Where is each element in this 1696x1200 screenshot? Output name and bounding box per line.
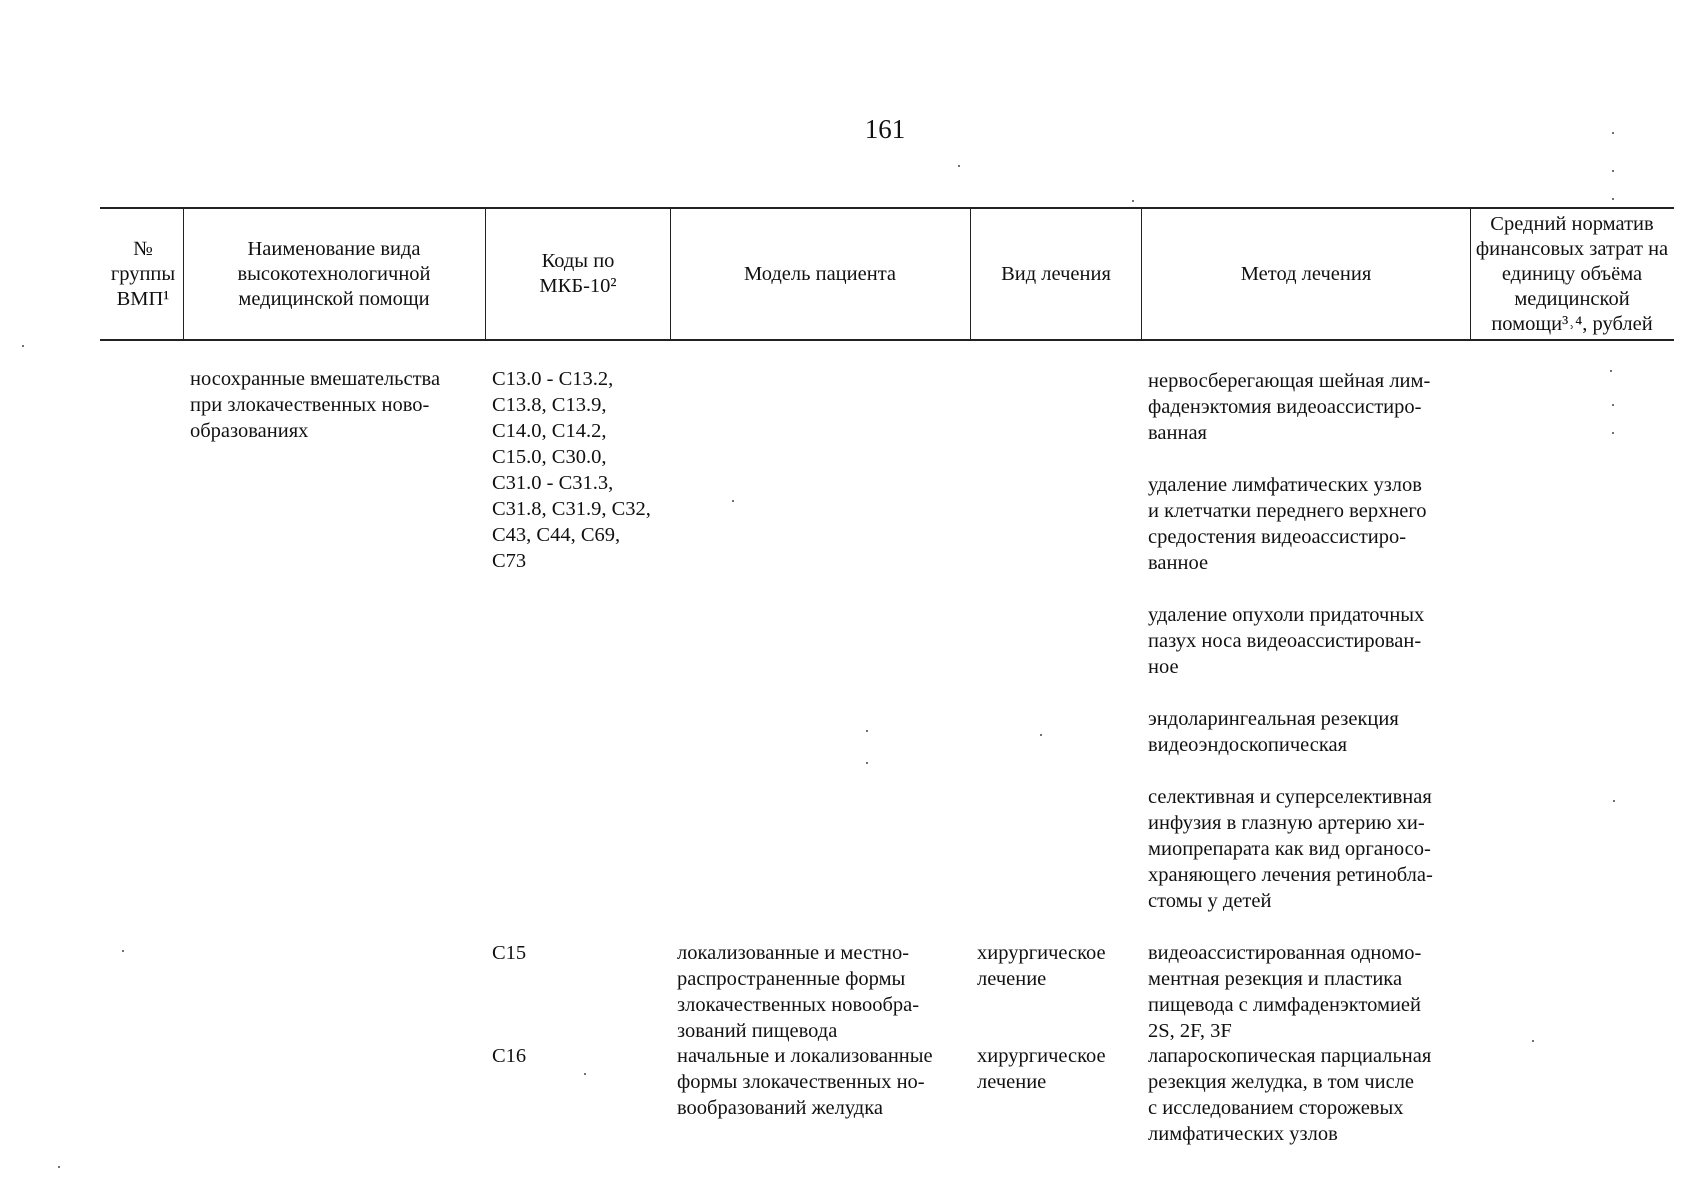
scan-speck xyxy=(1612,404,1614,406)
scan-speck xyxy=(1132,200,1134,202)
row1-method-3: удаление опухоли придаточных пазух носа видеоассистирован- ное xyxy=(1148,604,1425,678)
header-name: Наименование вида высокотехнологичной медицинской помощи xyxy=(237,237,431,310)
scan-speck xyxy=(1612,432,1614,434)
scan-speck xyxy=(1612,132,1614,134)
scan-speck xyxy=(1612,198,1614,200)
row3-codes: С16 xyxy=(492,1045,527,1067)
row1-codes: С13.0 - С13.2, С13.8, С13.9, С14.0, С14.2, С15.0, С30.0, С31.0 - С31.3, С31.8, С31.9, С32, С43, С44, С69, С73 xyxy=(492,368,651,572)
column-divider xyxy=(183,207,184,340)
scan-speck xyxy=(866,730,868,732)
header-cost: Средний норматив финансовых затрат на единицу объёма медицинской помощи³˒⁴, рублей xyxy=(1475,212,1669,335)
scan-speck xyxy=(1613,800,1615,802)
row1-method-4: эндоларингеальная резекция видеоэндоскопическая xyxy=(1148,708,1399,756)
row3-patient-model: начальные и локализованные формы злокачественных но- вообразований желудка xyxy=(677,1045,933,1119)
row1-method-5: селективная и суперселективная инфузия в глазную артерию хи- миопрепарата как вид органосо- храняющего лечения ретинобла- стомы у детей xyxy=(1148,786,1433,912)
scan-speck xyxy=(58,1166,60,1168)
row2-patient-model: локализованные и местно- распространенные формы злокачественных новообра- зований пищевода xyxy=(677,942,920,1042)
scan-speck xyxy=(866,762,868,764)
column-divider xyxy=(485,207,486,340)
scan-speck xyxy=(1610,370,1612,372)
scan-speck xyxy=(122,950,124,952)
header-patient-model: Модель пациента xyxy=(744,262,896,285)
scan-speck xyxy=(958,165,960,167)
row2-method: видеоассистированная одномо- ментная резекция и пластика пищевода с лимфаденэктомией 2S, 2F, 3F xyxy=(1148,942,1422,1042)
scan-speck xyxy=(1612,170,1614,172)
scan-speck xyxy=(1532,1040,1534,1042)
header-codes: Коды по МКБ-10² xyxy=(539,250,617,297)
scan-speck xyxy=(1040,734,1042,736)
header-treatment-type: Вид лечения xyxy=(1001,262,1111,285)
header-method: Метод лечения xyxy=(1240,262,1372,285)
scan-speck xyxy=(22,345,24,347)
header-group-number: № группы ВМП¹ xyxy=(110,237,176,310)
scan-speck xyxy=(584,1073,586,1075)
row1-method-1: нервосберегающая шейная лим- фаденэктомия видеоассистиро- ванная xyxy=(1148,370,1431,444)
row3-method: лапароскопическая парциальная резекция желудка, в том числе с исследованием сторожевых лимфатических узлов xyxy=(1148,1045,1432,1145)
row2-codes: С15 xyxy=(492,942,527,964)
scan-speck xyxy=(732,500,734,502)
page-number: 161 xyxy=(864,114,906,144)
row1-name: носохранные вмешательства при злокачественных ново- образованиях xyxy=(190,368,441,442)
row3-treatment-type: хирургическое лечение xyxy=(977,1045,1106,1093)
row1-method-2: удаление лимфатических узлов и клетчатки переднего верхнего средостения видеоассистиро- ванное xyxy=(1148,474,1427,574)
row2-treatment-type: хирургическое лечение xyxy=(977,942,1106,990)
